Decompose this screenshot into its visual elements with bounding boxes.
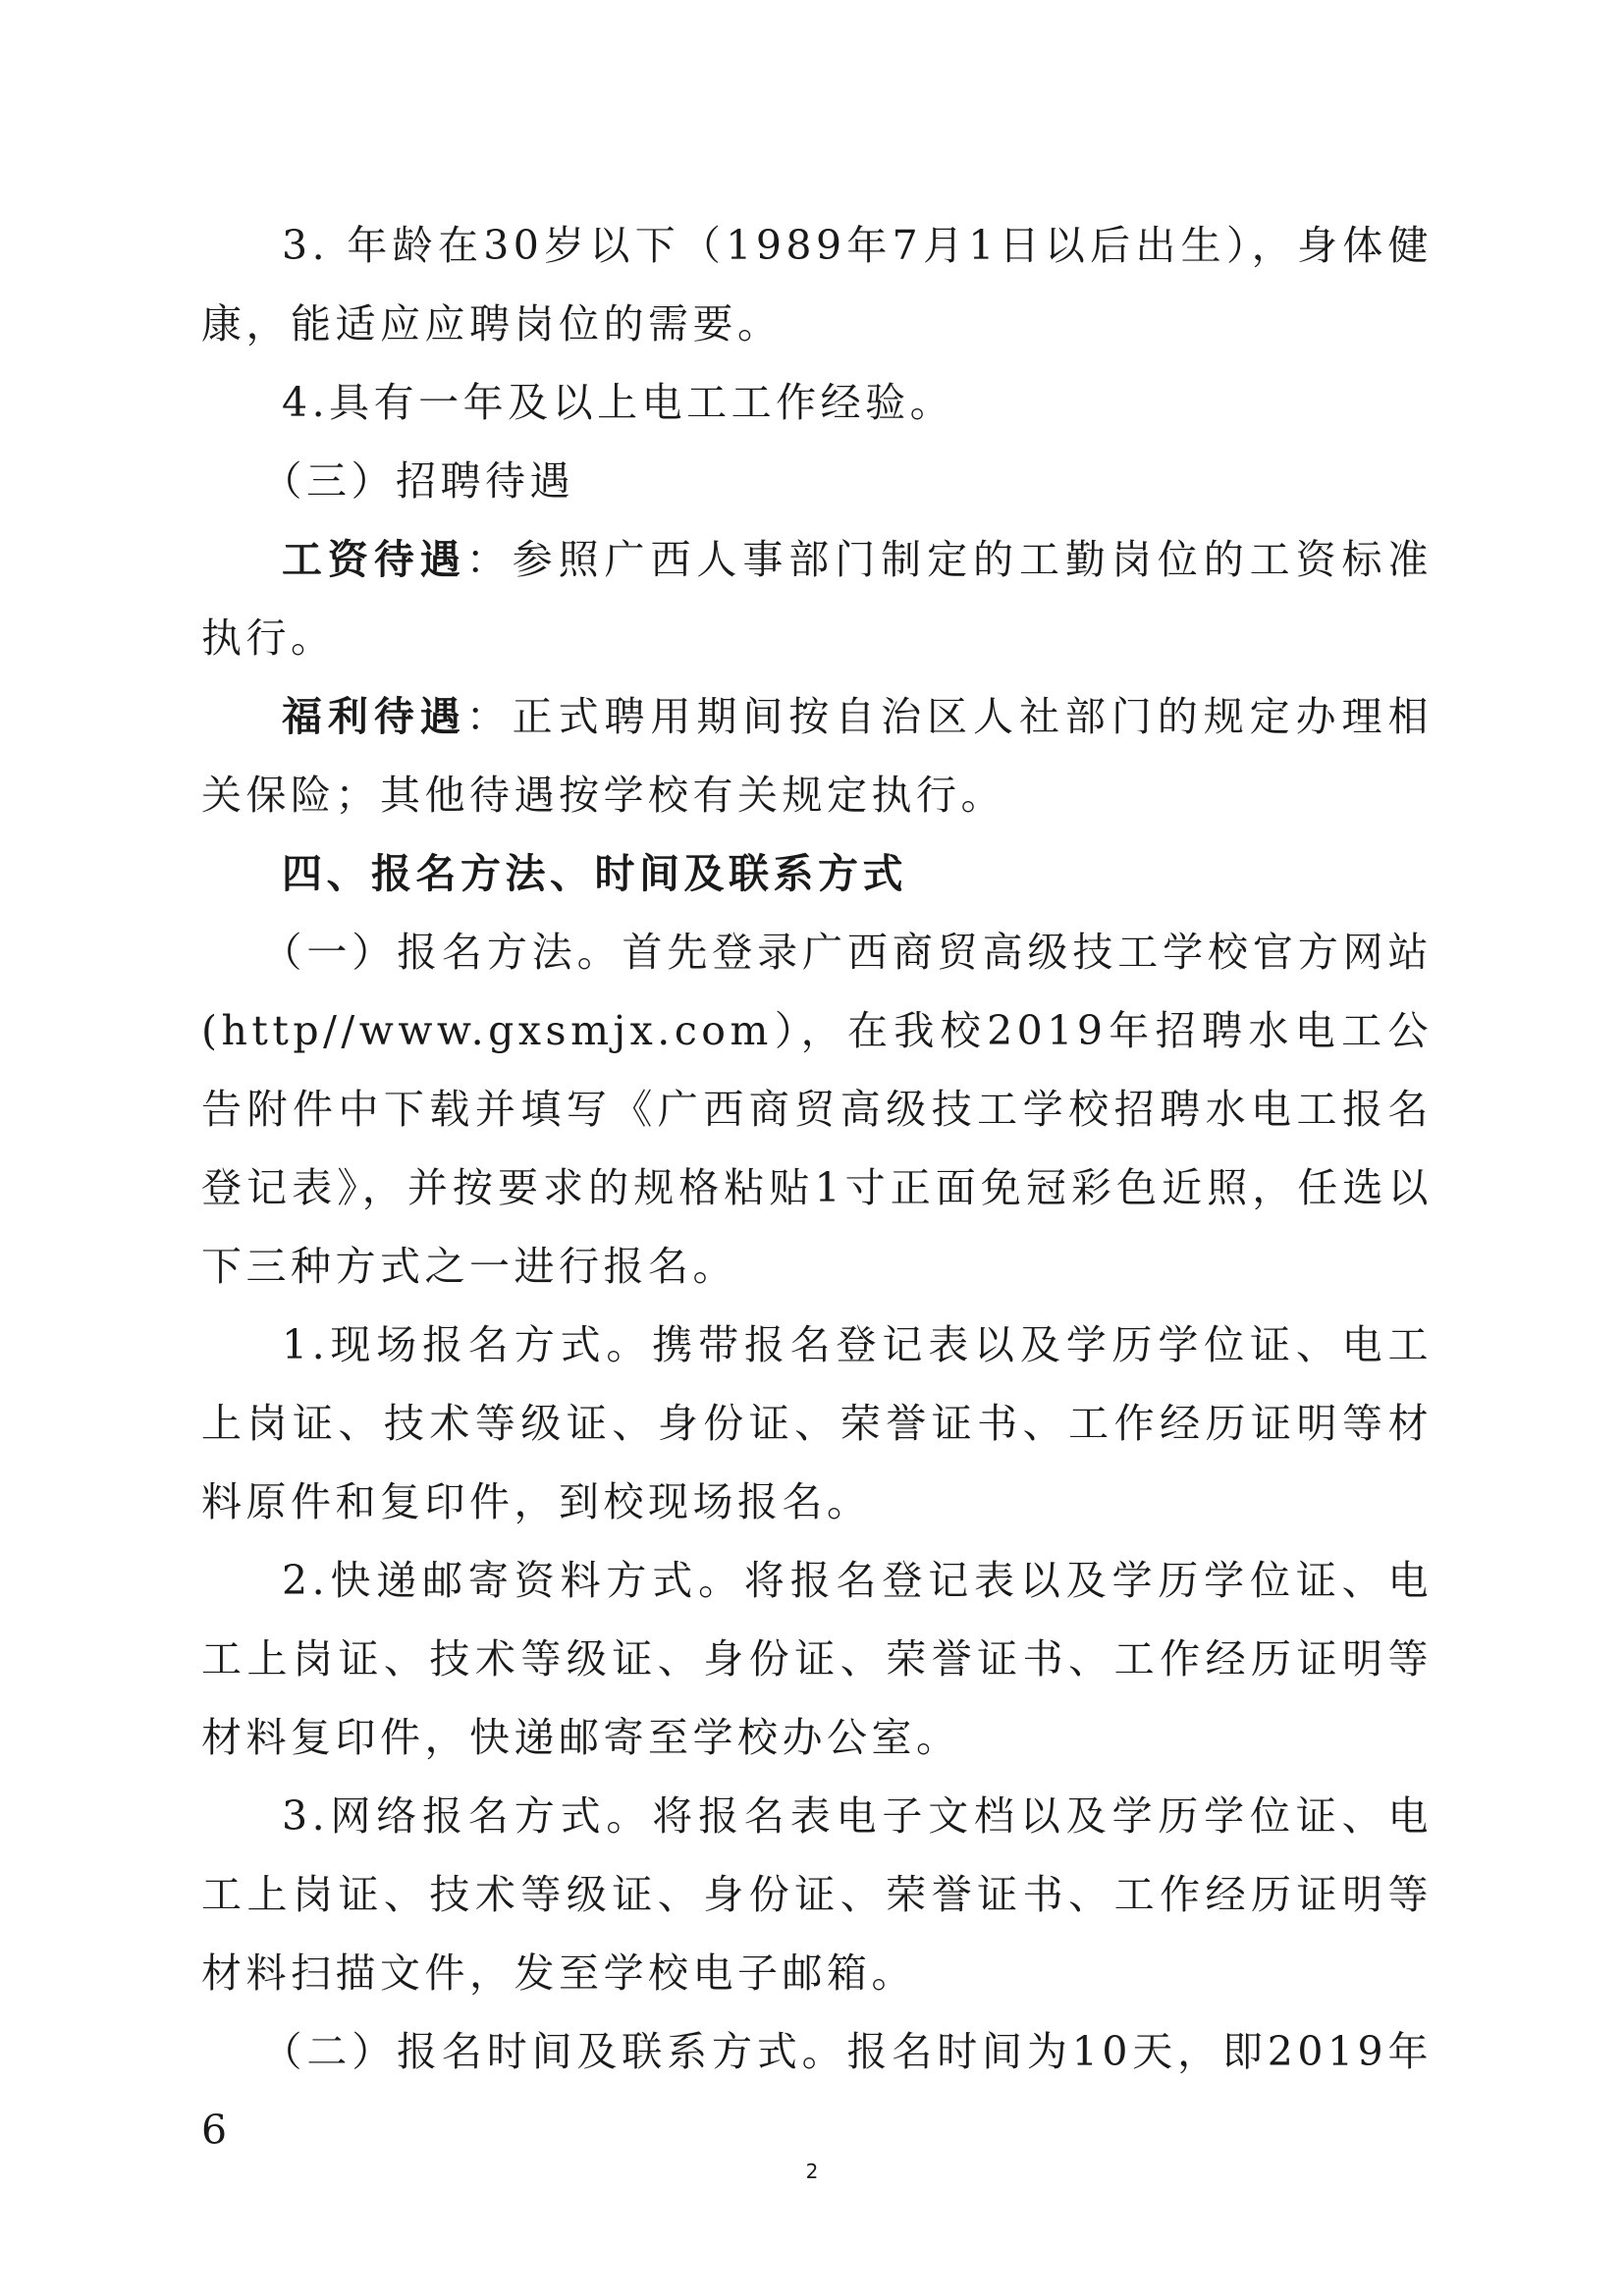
- salary-label: 工资待遇: [282, 536, 466, 583]
- paragraph-registration-method: （一）报名方法。首先登录广西商贸高级技工学校官方网站(http//www.gxsmjx.com），在我校2019年招聘水电工公告附件中下载并填写《广西商贸高级技工学校招聘水电工报名登记表》，并按要求的规格粘贴1寸正面免冠彩色近照，任选以下三种方式之一进行报名。: [201, 929, 1433, 1290]
- page-number: 2: [805, 2160, 819, 2183]
- paragraph-mail-registration: 2.快递邮寄资料方式。将报名登记表以及学历学位证、电工上岗证、技术等级证、身份证、荣誉证书、工作经历证明等材料复印件，快递邮寄至学校办公室。: [201, 1557, 1433, 1761]
- welfare-text: ：正式聘用期间按自治区人社部门的规定办理相关保险；其他待遇按学校有关规定执行。: [201, 693, 1433, 819]
- body-text: [201, 206, 1433, 2169]
- section-heading-benefits: （三）招聘待遇: [261, 457, 574, 505]
- paragraph-experience-requirement: 4.具有一年及以上电工工作经验。: [282, 379, 955, 426]
- paragraph-onsite-registration: 1.现场报名方式。携带报名登记表以及学历学位证、电工上岗证、技术等级证、身份证、荣誉证书、工作经历证明等材料原件和复印件，到校现场报名。: [201, 1321, 1433, 1525]
- paragraph-registration-time: （二）报名时间及联系方式。报名时间为10天，即2019年6: [201, 2028, 1433, 2154]
- paragraph-online-registration: 3.网络报名方式。将报名表电子文档以及学历学位证、电工上岗证、技术等级证、身份证、荣誉证书、工作经历证明等材料扫描文件，发至学校电子邮箱。: [201, 1792, 1433, 1997]
- salary-text: ：参照广西人事部门制定的工勤岗位的工资标准执行。: [201, 536, 1433, 662]
- paragraph-salary: [201, 520, 1433, 677]
- section-heading-registration: 四、报名方法、时间及联系方式: [282, 850, 907, 897]
- paragraph-welfare: [201, 677, 1433, 834]
- welfare-label: 福利待遇: [282, 693, 466, 740]
- paragraph-age-requirement: 3. 年龄在30岁以下（1989年7月1日以后出生），身体健康，能适应应聘岗位的需要。: [201, 222, 1433, 347]
